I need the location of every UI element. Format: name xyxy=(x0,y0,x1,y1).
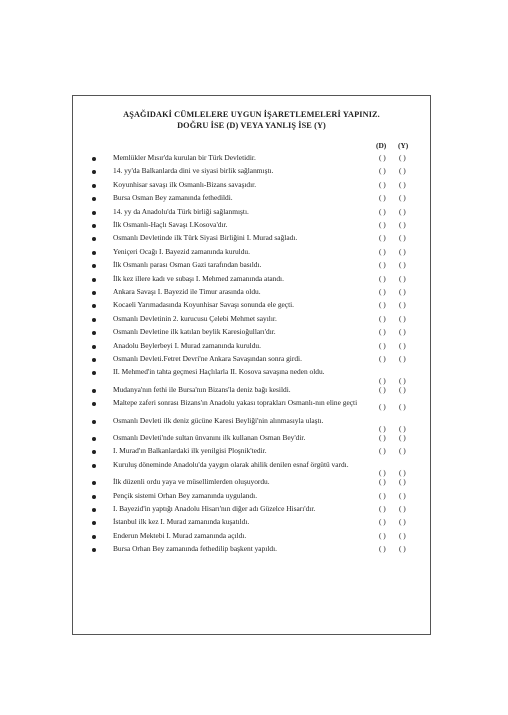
bullet-icon xyxy=(92,304,96,308)
true-answer-mark[interactable]: ( ) xyxy=(379,327,386,337)
bullet-icon xyxy=(92,278,96,282)
false-answer-mark[interactable]: ( ) xyxy=(399,544,406,554)
statement-item xyxy=(73,234,430,247)
true-answer-mark[interactable]: ( ) xyxy=(379,354,386,363)
false-answer-mark[interactable]: ( ) xyxy=(399,287,406,296)
statement-item xyxy=(73,275,430,288)
statement-text: Kuruluş döneminde Anadolu'da yaygın olarak ahilik denilen esnaf örgütü vardı. xyxy=(113,459,349,469)
false-answer-mark[interactable]: ( ) xyxy=(399,490,406,500)
true-answer-mark[interactable]: ( ) xyxy=(379,468,386,478)
true-answer-mark[interactable]: ( ) xyxy=(379,166,386,176)
statement-text: Enderun Mektebi I. Murad zamanında açıldı. xyxy=(113,530,247,540)
bullet-icon xyxy=(92,251,96,255)
false-answer-mark[interactable]: ( ) xyxy=(399,468,406,478)
false-answer-mark[interactable]: ( ) xyxy=(399,220,406,229)
statement-item xyxy=(73,399,430,416)
bullet-icon xyxy=(92,224,96,228)
bullet-icon xyxy=(92,495,96,499)
bullet-icon xyxy=(92,508,96,512)
false-answer-mark[interactable]: ( ) xyxy=(399,300,406,310)
statement-text: 14. yy da Anadolu'da Türk birliği sağlanmıştı. xyxy=(113,206,249,216)
bullet-icon xyxy=(92,450,96,454)
statement-text: Osmanlı Devletine ilk katılan beylik Karesioğulları'dır. xyxy=(113,327,276,337)
column-header-true: (D) xyxy=(376,141,387,150)
true-answer-mark[interactable]: ( ) xyxy=(379,206,386,216)
statement-item xyxy=(73,261,430,274)
statement-item xyxy=(73,328,430,341)
bullet-icon xyxy=(92,358,96,362)
statement-item xyxy=(73,194,430,207)
bullet-icon xyxy=(92,521,96,525)
false-answer-mark[interactable]: ( ) xyxy=(399,246,406,256)
statement-text: Anadolu Beylerbeyi I. Murad zamanında kuruldu. xyxy=(113,340,261,350)
true-answer-mark[interactable]: ( ) xyxy=(379,220,386,229)
bullet-icon xyxy=(92,548,96,552)
statement-text: Ankara Savaşı I. Bayezid ile Timur arasında oldu. xyxy=(113,287,261,296)
false-answer-mark[interactable]: ( ) xyxy=(399,384,406,394)
false-answer-mark[interactable]: ( ) xyxy=(399,446,406,456)
statement-text: İstanbul ilk kez I. Murad zamanında kuşatıldı. xyxy=(113,517,250,527)
statement-item xyxy=(73,154,430,167)
false-answer-mark[interactable]: ( ) xyxy=(399,354,406,363)
true-answer-mark[interactable]: ( ) xyxy=(379,179,386,189)
bullet-icon xyxy=(92,402,96,406)
true-answer-mark[interactable]: ( ) xyxy=(379,424,386,434)
true-answer-mark[interactable]: ( ) xyxy=(379,504,386,513)
false-answer-mark[interactable]: ( ) xyxy=(399,375,406,385)
false-answer-mark[interactable]: ( ) xyxy=(399,402,406,412)
false-answer-mark[interactable]: ( ) xyxy=(399,153,406,162)
statement-item xyxy=(73,248,430,261)
bullet-icon xyxy=(92,371,96,375)
statement-item xyxy=(73,288,430,301)
bullet-icon xyxy=(92,170,96,174)
bullet-icon xyxy=(92,345,96,349)
statement-text: Osmanlı Devleti'nde sultan ünvanını ilk kullanan Osman Bey'dir. xyxy=(113,433,306,442)
true-answer-mark[interactable]: ( ) xyxy=(379,375,386,385)
statement-text: Osmanlı Devleti.Fetret Devri'ne Ankara Savaşından sonra girdi. xyxy=(113,354,302,363)
false-answer-mark[interactable]: ( ) xyxy=(399,517,406,527)
false-answer-mark[interactable]: ( ) xyxy=(399,340,406,350)
true-answer-mark[interactable]: ( ) xyxy=(379,402,386,412)
false-answer-mark[interactable]: ( ) xyxy=(399,530,406,540)
false-answer-mark[interactable]: ( ) xyxy=(399,260,406,270)
statement-item xyxy=(73,355,430,368)
statement-text: Kocaeli Yarımadasında Koyunhisar Savaşı sonunda ele geçti. xyxy=(113,300,295,310)
column-header-false: (Y) xyxy=(398,141,409,150)
bullet-icon xyxy=(92,184,96,188)
statement-text: Pençik sistemi Orhan Bey zamanında uygulandı. xyxy=(113,490,258,500)
statement-item xyxy=(73,221,430,234)
true-answer-mark[interactable]: ( ) xyxy=(379,517,386,527)
statement-text: Memlükler Mısır'da kurulan bir Türk Devletidir. xyxy=(113,153,256,162)
statement-text: İlk kez illere kadı ve subaşı I. Mehmed zamanında atandı. xyxy=(113,273,284,283)
statement-item xyxy=(73,518,430,531)
statement-item xyxy=(73,342,430,355)
true-answer-mark[interactable]: ( ) xyxy=(379,530,386,540)
true-answer-mark[interactable]: ( ) xyxy=(379,287,386,296)
bullet-icon xyxy=(92,237,96,241)
worksheet-frame xyxy=(72,95,431,635)
false-answer-mark[interactable]: ( ) xyxy=(399,433,406,442)
true-answer-mark[interactable]: ( ) xyxy=(379,477,386,487)
statement-item xyxy=(73,492,430,505)
bullet-icon xyxy=(92,331,96,335)
statement-item xyxy=(73,478,430,491)
true-answer-mark[interactable]: ( ) xyxy=(379,313,386,323)
statement-item xyxy=(73,417,430,434)
statement-item xyxy=(73,505,430,518)
statement-text: Osmanlı Devletinde ilk Türk Siyasi Birliğini I. Murad sağladı. xyxy=(113,233,298,243)
statement-text: I. Murad'ın Balkanlardaki ilk yenilgisi Ploşnik'tedir. xyxy=(113,446,267,456)
bullet-icon xyxy=(92,389,96,393)
bullet-icon xyxy=(92,291,96,295)
statement-text: Mudanya'nın fethi ile Bursa'nın Bizans'la deniz bağı kesildi. xyxy=(113,384,291,394)
statement-text: İlk düzenli ordu yaya ve müsellimlerden oluşuyordu. xyxy=(113,477,270,487)
true-answer-mark[interactable]: ( ) xyxy=(379,433,386,442)
statement-text: Maltepe zaferi sonrası Bizans'ın Anadolu yakası toprakları Osmanlı-nın eline geçti xyxy=(113,398,358,408)
true-answer-mark[interactable]: ( ) xyxy=(379,260,386,270)
statement-item xyxy=(73,386,430,399)
statement-text: İlk Osmanlı-Haçlı Savaşı I.Kosova'dır. xyxy=(113,220,228,229)
true-answer-mark[interactable]: ( ) xyxy=(379,300,386,310)
statement-item xyxy=(73,545,430,558)
bullet-icon xyxy=(92,197,96,201)
true-answer-mark[interactable]: ( ) xyxy=(379,490,386,500)
false-answer-mark[interactable]: ( ) xyxy=(399,206,406,216)
bullet-icon xyxy=(92,420,96,424)
statement-text: Koyunhisar savaşı ilk Osmanlı-Bizans savaşıdır. xyxy=(113,179,257,189)
true-answer-mark[interactable]: ( ) xyxy=(379,544,386,554)
true-answer-mark[interactable]: ( ) xyxy=(379,233,386,243)
true-answer-mark[interactable]: ( ) xyxy=(379,153,386,162)
true-answer-mark[interactable]: ( ) xyxy=(379,384,386,394)
bullet-icon xyxy=(92,318,96,322)
false-answer-mark[interactable]: ( ) xyxy=(399,424,406,434)
false-answer-mark[interactable]: ( ) xyxy=(399,233,406,243)
true-answer-mark[interactable]: ( ) xyxy=(379,273,386,283)
false-answer-mark[interactable]: ( ) xyxy=(399,166,406,176)
statement-item xyxy=(73,434,430,447)
bullet-icon xyxy=(92,481,96,485)
bullet-icon xyxy=(92,264,96,268)
statement-item xyxy=(73,461,430,478)
worksheet-subtitle: DOĞRU İSE (D) VEYA YANLIŞ İSE (Y) xyxy=(177,121,326,130)
false-answer-mark[interactable]: ( ) xyxy=(399,327,406,337)
bullet-icon xyxy=(92,535,96,539)
false-answer-mark[interactable]: ( ) xyxy=(399,477,406,487)
statement-item xyxy=(73,181,430,194)
statement-text: I. Bayezid'in yaptığı Anadolu Hisarı'nın diğer adı Güzelce Hisarı'dır. xyxy=(113,504,316,513)
statement-text: II. Mehmed'in tahta geçmesi Haçlılarla II. Kosova savaşına neden oldu. xyxy=(113,367,325,377)
statement-text: İlk Osmanlı parası Osman Gazi tarafından basıldı. xyxy=(113,260,262,270)
statement-text: 14. yy'da Balkanlarda dini ve siyasi birlik sağlanmıştı. xyxy=(113,166,274,176)
true-answer-mark[interactable]: ( ) xyxy=(379,246,386,256)
statement-item xyxy=(73,368,430,385)
false-answer-mark[interactable]: ( ) xyxy=(399,273,406,283)
false-answer-mark[interactable]: ( ) xyxy=(399,504,406,513)
statement-text: Bursa Osman Bey zamanında fethedildi. xyxy=(113,193,233,203)
statement-text: Bursa Orhan Bey zamanında fethedilip başkent yapıldı. xyxy=(113,544,277,554)
statement-text: Osmanlı Devletinin 2. kurucusu Çelebi Mehmet sayılır. xyxy=(113,313,277,323)
false-answer-mark[interactable]: ( ) xyxy=(399,179,406,189)
true-answer-mark[interactable]: ( ) xyxy=(379,446,386,456)
true-answer-mark[interactable]: ( ) xyxy=(379,340,386,350)
false-answer-mark[interactable]: ( ) xyxy=(399,193,406,203)
statement-item xyxy=(73,167,430,180)
worksheet-title: AŞAĞIDAKİ CÜMLELERE UYGUN İŞARETLEMELERİ YAPINIZ. xyxy=(123,110,380,119)
true-answer-mark[interactable]: ( ) xyxy=(379,193,386,203)
statement-item xyxy=(73,532,430,545)
statement-text: Yeniçeri Ocağı I. Bayezid zamanında kuruldu. xyxy=(113,246,250,256)
statement-item xyxy=(73,301,430,314)
bullet-icon xyxy=(92,211,96,215)
statement-item xyxy=(73,447,430,460)
false-answer-mark[interactable]: ( ) xyxy=(399,313,406,323)
statement-item xyxy=(73,315,430,328)
statement-item xyxy=(73,208,430,221)
statement-text: Osmanlı Devleti ilk deniz gücüne Karesi Beyliği'nin alınmasıyla ulaştı. xyxy=(113,415,324,425)
bullet-icon xyxy=(92,157,96,161)
bullet-icon xyxy=(92,464,96,468)
bullet-icon xyxy=(92,437,96,441)
